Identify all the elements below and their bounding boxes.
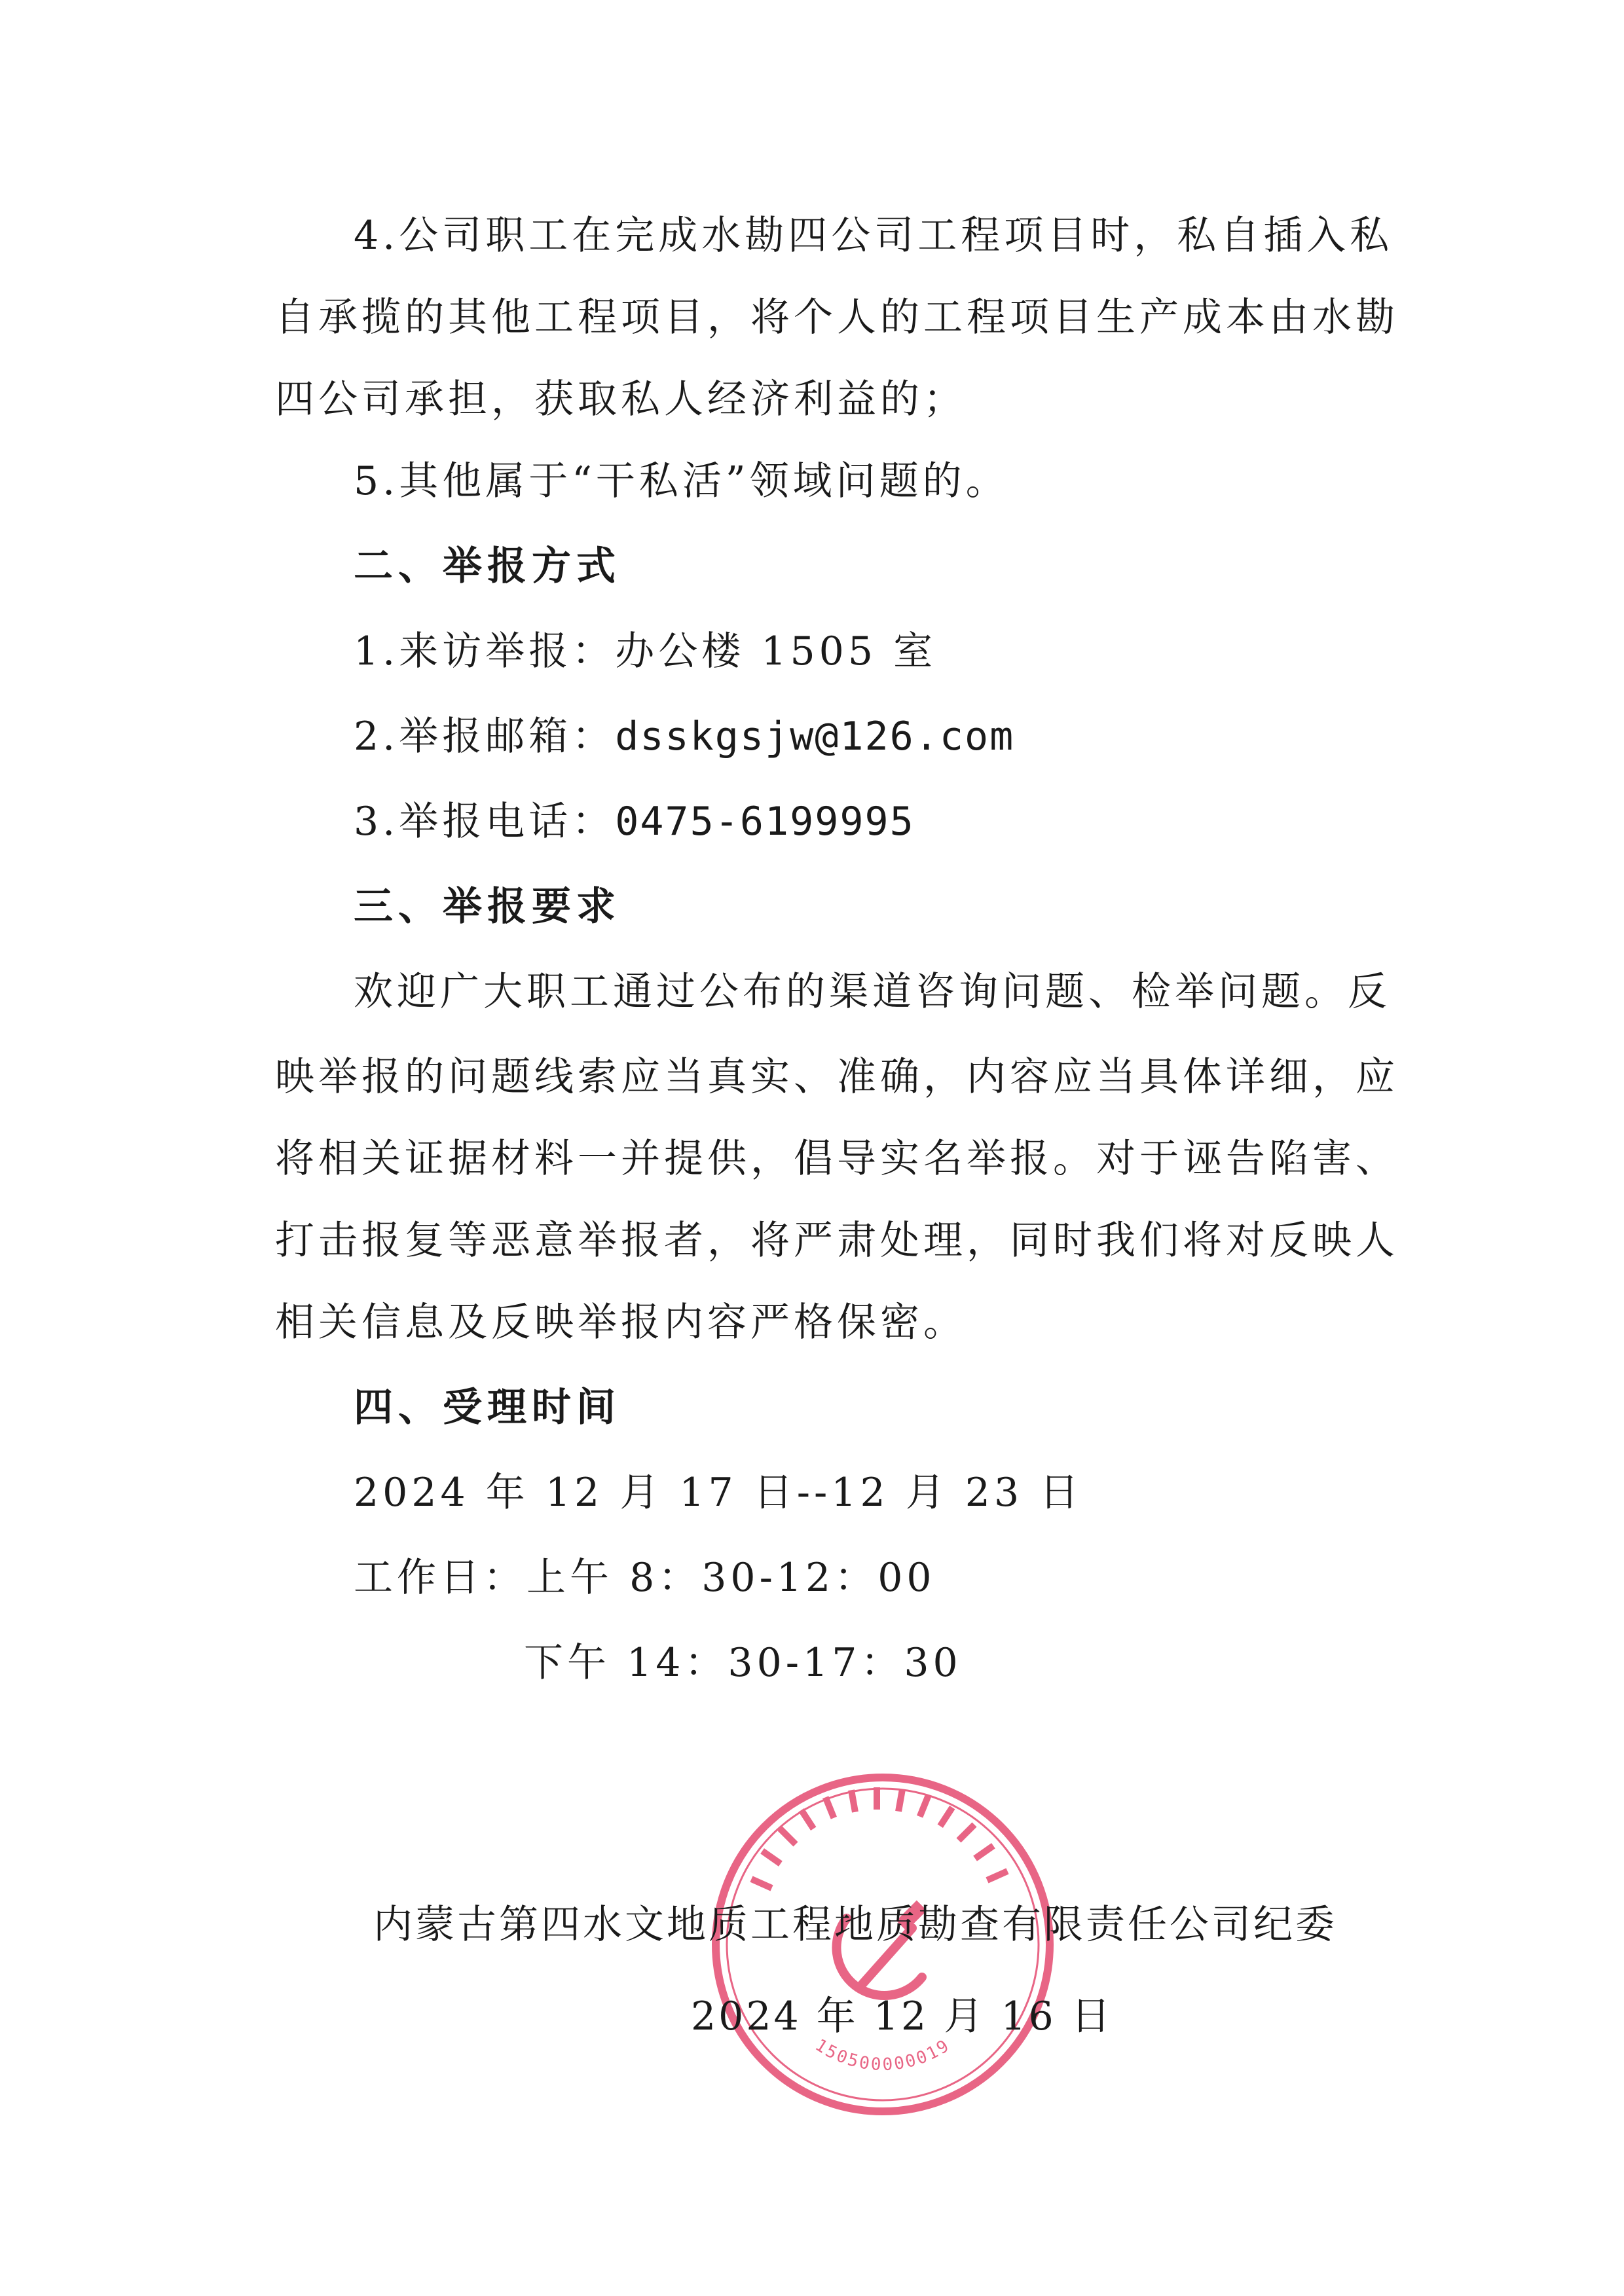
paragraph-4-line-1: 4.公司职工在完成水勘四公司工程项目时，私自插入私 [354,213,1393,259]
requirements-line-1: 欢迎广大职工通过公布的渠道咨询问题、检举问题。反 [354,969,1391,1015]
section-2-title: 二、举报方式 [354,543,621,589]
paragraph-4-line-3: 四公司承担，获取私人经济利益的； [275,376,967,422]
report-method-phone [354,795,1480,848]
requirements-line-2: 映举报的问题线索应当真实、准确，内容应当具体详细，应 [275,1054,1399,1100]
paragraph-4-line-2: 自承揽的其他工程项目，将个人的工程项目生产成本由水勘 [275,295,1399,340]
workday-afternoon-hours: 下午 14：30-17：30 [524,1640,962,1686]
signature-organization: 内蒙古第四水文地质工程地质勘查有限责任公司纪委 [373,1902,1337,1948]
acceptance-date-range: 2024 年 12 月 17 日--12 月 23 日 [354,1470,1083,1516]
requirements-line-4: 打击报复等恶意举报者，将严肃处理，同时我们将对反映人 [275,1218,1399,1264]
workday-morning-hours: 工作日：上午 8：30-12：00 [354,1555,936,1601]
seal-code-text: 150500000019 [811,2035,954,2075]
email-address: dsskgsjw@126.com [615,714,1015,759]
report-method-email [354,710,1480,763]
requirements-line-5: 相关信息及反映举报内容严格保密。 [275,1300,967,1345]
section-4-title: 四、受理时间 [354,1385,621,1430]
signature-date: 2024 年 12 月 16 日 [691,1994,1113,2039]
paragraph-5: 5.其他属于“干私活”领域问题的。 [354,458,1009,504]
phone-number: 0475-6199995 [615,799,915,845]
email-label: 2.举报邮箱： [354,714,616,759]
report-method-visit: 1.来访举报：办公楼 1505 室 [354,629,937,674]
section-3-title: 三、举报要求 [354,884,621,930]
requirements-line-3: 将相关证据材料一并提供，倡导实名举报。对于诬告陷害、 [275,1136,1399,1182]
phone-label: 3.举报电话： [354,799,616,845]
